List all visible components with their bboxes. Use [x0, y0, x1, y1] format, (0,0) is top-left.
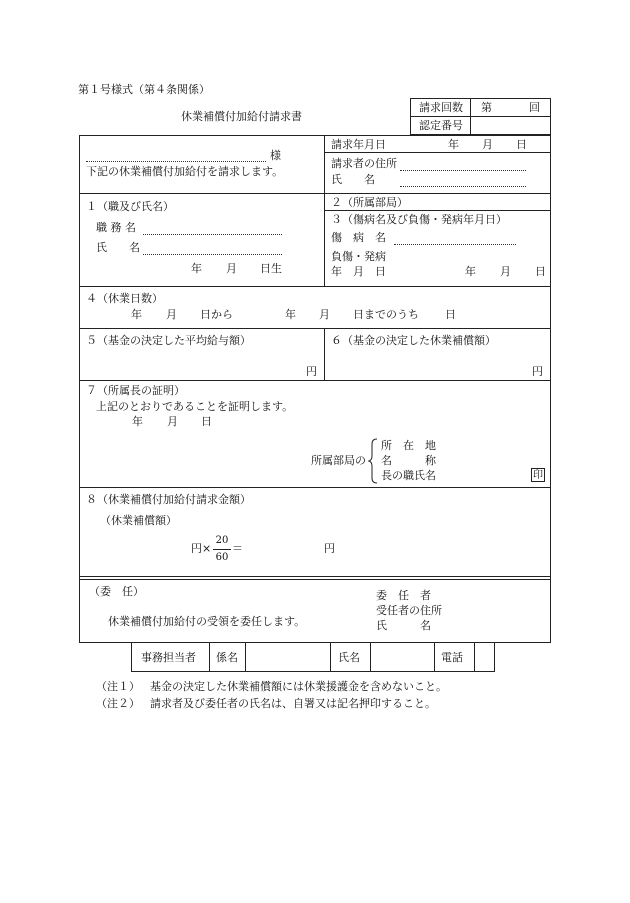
sec6-unit: 円: [532, 365, 543, 378]
result-yen: 円: [324, 542, 335, 555]
job-label: 職 務 名: [96, 221, 136, 234]
staff-label: 事務担当者: [141, 651, 196, 664]
claim-day: 日: [516, 138, 527, 151]
from-year: 年: [131, 308, 142, 321]
claim-year: 年: [448, 138, 459, 151]
yen-times: 円×: [191, 542, 212, 555]
dept-name-label: 名 称: [381, 454, 436, 467]
form-id: 第１号様式（第４条関係）: [78, 83, 210, 96]
cert-day: 日: [201, 415, 212, 428]
addressee-sama: 様: [270, 149, 281, 162]
sec5-unit: 円: [306, 365, 317, 378]
cert-year: 年: [132, 415, 143, 428]
request-text: 下記の休業補償付加給付を請求します。: [86, 165, 284, 178]
sec4-heading: ４（休業日数）: [86, 292, 163, 305]
to-year: 年: [285, 308, 296, 321]
birth-day: 日生: [260, 262, 282, 275]
note-2-text: 請求者及び委任者の氏名は、自署又は記名押印すること。: [150, 697, 436, 710]
delegate-address-label: 受任者の住所: [376, 604, 442, 617]
birth-year: 年: [191, 262, 202, 275]
sec6-heading: ６（基金の決定した休業補償額）: [331, 334, 496, 347]
leave-days: 日: [445, 308, 456, 321]
dept-label: 所属部局の: [311, 454, 366, 467]
section-name-label: 係名: [216, 651, 238, 664]
sec5-heading: ５（基金の決定した平均給与額）: [86, 334, 251, 347]
cert-month: 月: [167, 415, 178, 428]
note-1-no: （注１）: [96, 680, 140, 693]
count-label: 請求回数: [419, 101, 463, 114]
claimant-name-label: 氏 名: [331, 173, 375, 186]
fraction-denominator: 60: [215, 552, 229, 563]
form-title: 休業補償付加給付請求書: [181, 110, 302, 123]
phone-label: 電話: [441, 651, 463, 664]
location-label: 所 在 地: [381, 439, 436, 452]
sec7-heading: ７（所属長の証明）: [86, 384, 185, 397]
onset-year: 年: [465, 265, 476, 278]
fraction-numerator: 20: [215, 535, 229, 546]
count-prefix: 第: [481, 101, 492, 114]
to-month: 月: [319, 308, 330, 321]
seal-mark: 印: [533, 470, 543, 481]
cert-label: 認定番号: [419, 119, 463, 132]
sec7-text: 上記のとおりであることを証明します。: [96, 400, 294, 413]
count-suffix: 回: [529, 101, 540, 114]
birth-month: 月: [226, 262, 237, 275]
brace-icon: [368, 438, 378, 484]
sec3-heading: ３（傷病名及び負傷・発病年月日）: [331, 213, 507, 226]
sec2-heading: ２（所属部局）: [331, 196, 408, 209]
onset-day: 日: [535, 265, 546, 278]
claim-date-label: 請求年月日: [331, 138, 386, 151]
onset-month: 月: [500, 265, 511, 278]
from-day: 日から: [200, 308, 233, 321]
sec8-sub: （休業補償額）: [100, 514, 177, 527]
delegator-label: 委 任 者: [376, 589, 431, 602]
to-day: 日までのうち: [353, 308, 419, 321]
claimant-address-label: 請求者の住所: [331, 157, 397, 170]
from-month: 月: [166, 308, 177, 321]
delegate-name-label: 氏 名: [376, 619, 431, 632]
claim-month: 月: [482, 138, 493, 151]
note-1-text: 基金の決定した休業補償額には休業援護金を含めないこと。: [150, 680, 447, 693]
sec1-heading: １（職及び氏名）: [86, 200, 174, 213]
equals-sign: ＝: [232, 542, 243, 555]
staff-name-label: 氏名: [338, 651, 360, 664]
note-2-no: （注２）: [96, 697, 140, 710]
delegation-heading: （委 任）: [89, 585, 144, 598]
onset-label-1: 負傷・発病: [331, 250, 386, 263]
sec8-heading: ８（休業補償付加給付請求金額）: [86, 493, 251, 506]
head-name-label: 長の職氏名: [381, 469, 436, 482]
disease-label: 傷 病 名: [331, 231, 386, 244]
person-name-label: 氏 名: [96, 241, 140, 254]
delegation-text: 休業補償付加給付の受領を委任します。: [108, 615, 306, 628]
onset-label-2: 年 月 日: [331, 265, 386, 278]
